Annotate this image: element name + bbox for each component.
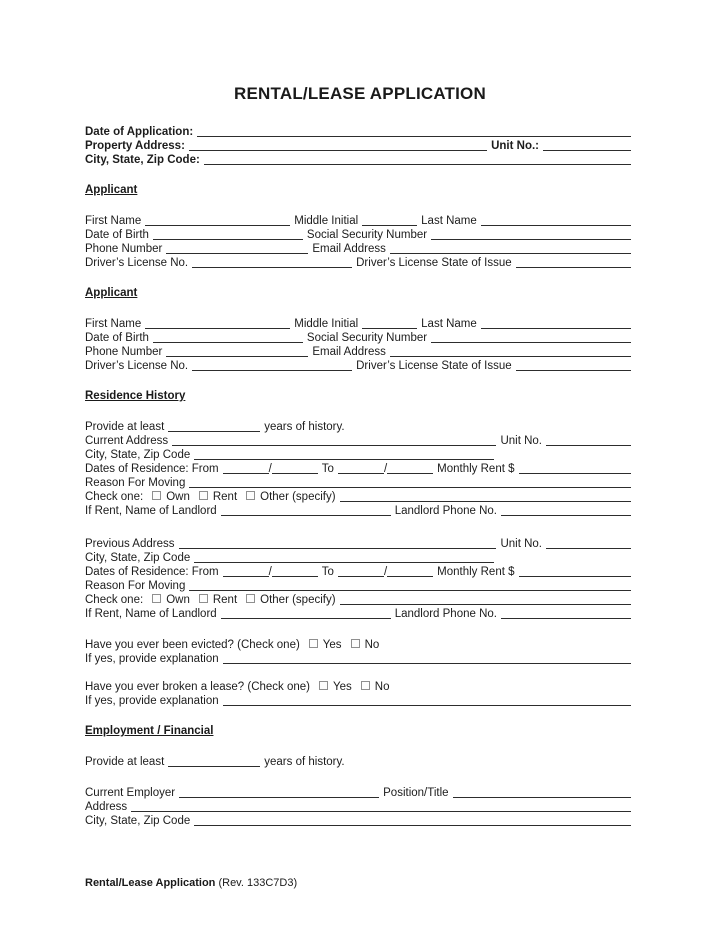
field-label: /	[383, 566, 388, 578]
field-group	[85, 214, 635, 270]
form-line	[85, 476, 635, 490]
blank-line	[362, 323, 417, 329]
footer-document-name: Rental/Lease Application	[85, 877, 216, 889]
field-label: Middle Initial	[294, 318, 359, 330]
field-label: To	[321, 566, 334, 578]
form-line	[85, 694, 635, 708]
field-label: Current Address	[85, 435, 169, 447]
field-group	[85, 317, 635, 373]
checkbox-icon	[199, 491, 208, 500]
field-label: Other (specify)	[260, 594, 336, 606]
blank-line	[194, 557, 494, 563]
form-line	[85, 638, 635, 652]
checkbox-icon	[152, 491, 161, 500]
section-heading: Applicant	[85, 184, 138, 196]
field-label: First Name	[85, 215, 142, 227]
blank-line	[223, 468, 269, 474]
blank-line	[543, 145, 631, 151]
field-label: First Name	[85, 318, 142, 330]
blank-line	[453, 792, 631, 798]
blank-line	[481, 220, 631, 226]
field-label: Monthly Rent $	[437, 566, 515, 578]
field-label: Reason For Moving	[85, 580, 186, 592]
form-line	[85, 345, 635, 359]
form-line	[85, 420, 635, 434]
field-label: Date of Birth	[85, 229, 149, 241]
field-group	[85, 638, 635, 666]
field-label: Yes	[333, 681, 352, 693]
form-line	[85, 331, 635, 345]
form-line	[85, 565, 635, 579]
field-label: Phone Number	[85, 346, 163, 358]
blank-line	[390, 248, 631, 254]
blank-line	[390, 351, 631, 357]
field-label: Current Employer	[85, 787, 176, 799]
field-group	[85, 125, 635, 167]
blank-line	[501, 510, 631, 516]
field-label: Dates of Residence: From	[85, 566, 219, 578]
blank-line	[546, 543, 631, 549]
blank-line	[519, 468, 631, 474]
blank-line	[145, 323, 290, 329]
field-label: Address	[85, 801, 128, 813]
checkbox-icon	[246, 491, 255, 500]
blank-line	[192, 262, 352, 268]
form-line	[85, 434, 635, 448]
blank-line	[431, 234, 631, 240]
field-label: /	[383, 463, 388, 475]
blank-line	[223, 571, 269, 577]
blank-line	[179, 543, 497, 549]
field-label: Provide at least	[85, 756, 165, 768]
field-label: Landlord Phone No.	[394, 505, 497, 517]
checkbox-icon	[361, 681, 370, 690]
field-label: Own	[166, 594, 190, 606]
form-body	[85, 125, 635, 828]
checkbox-icon	[319, 681, 328, 690]
field-label: To	[321, 463, 334, 475]
form-line	[85, 579, 635, 593]
field-label: Property Address:	[85, 140, 185, 152]
blank-line	[362, 220, 417, 226]
field-group	[85, 420, 635, 518]
field-label: Date of Birth	[85, 332, 149, 344]
section-heading: Employment / Financial	[85, 725, 214, 737]
blank-line	[192, 365, 352, 371]
field-label: Unit No.	[500, 435, 542, 447]
form-line	[85, 256, 635, 270]
form-line	[85, 359, 635, 373]
blank-line	[194, 820, 631, 826]
blank-line	[340, 599, 631, 605]
field-label: Rent	[212, 594, 238, 606]
field-label: Position/Title	[383, 787, 449, 799]
blank-line	[189, 145, 487, 151]
field-label: Other (specify)	[260, 491, 336, 503]
footer-revision-number: (Rev. 133C7D3)	[215, 877, 298, 889]
checkbox-icon	[199, 594, 208, 603]
field-label: Last Name	[421, 215, 477, 227]
form-line	[85, 814, 635, 828]
blank-line	[387, 468, 433, 474]
field-label: Social Security Number	[306, 229, 428, 241]
blank-line	[189, 585, 631, 591]
field-label: City, State, Zip Code	[85, 552, 191, 564]
field-label: Driver’s License State of Issue	[356, 257, 512, 269]
field-group	[85, 755, 635, 769]
blank-line	[338, 571, 384, 577]
field-label: Have you ever been evicted? (Check one)	[85, 639, 300, 651]
field-label: Driver’s License State of Issue	[356, 360, 512, 372]
blank-line	[338, 468, 384, 474]
field-label: Phone Number	[85, 243, 163, 255]
blank-line	[519, 571, 631, 577]
field-label: Provide at least	[85, 421, 165, 433]
checkbox-icon	[309, 639, 318, 648]
blank-line	[194, 454, 494, 460]
field-label: years of history.	[264, 421, 345, 433]
form-page-content	[85, 84, 635, 845]
field-group	[85, 786, 635, 828]
field-label: Rent	[212, 491, 238, 503]
field-label: If Rent, Name of Landlord	[85, 608, 217, 620]
field-label: Monthly Rent $	[437, 463, 515, 475]
form-line	[85, 462, 635, 476]
field-label: No	[364, 639, 380, 651]
blank-line	[546, 440, 631, 446]
form-line	[85, 652, 635, 666]
field-label: If Rent, Name of Landlord	[85, 505, 217, 517]
blank-line	[197, 131, 631, 137]
form-line	[85, 153, 635, 167]
field-label: Check one:	[85, 491, 144, 503]
field-label: Date of Application:	[85, 126, 194, 138]
field-label: years of history.	[264, 756, 345, 768]
form-line	[85, 786, 635, 800]
form-line	[85, 800, 635, 814]
blank-line	[272, 571, 318, 577]
field-label: Yes	[322, 639, 342, 651]
field-label: /	[268, 566, 272, 578]
blank-line	[516, 365, 631, 371]
blank-line	[153, 337, 303, 343]
blank-line	[168, 426, 260, 432]
blank-line	[223, 700, 631, 706]
checkbox-icon	[152, 594, 161, 603]
blank-line	[166, 351, 308, 357]
field-label: Reason For Moving	[85, 477, 186, 489]
blank-line	[172, 440, 496, 446]
blank-line	[221, 510, 391, 516]
blank-line	[272, 468, 318, 474]
blank-line	[168, 761, 260, 767]
form-line	[85, 139, 635, 153]
checkbox-icon	[246, 594, 255, 603]
blank-line	[131, 806, 631, 812]
blank-line	[340, 496, 631, 502]
page-footer	[85, 877, 297, 889]
section-heading: Applicant	[85, 287, 138, 299]
field-group	[85, 537, 635, 621]
field-label: Driver’s License No.	[85, 257, 189, 269]
form-line	[85, 755, 635, 769]
field-label: Last Name	[421, 318, 477, 330]
field-label: Social Security Number	[306, 332, 428, 344]
form-line	[85, 593, 635, 607]
form-line	[85, 490, 635, 504]
field-label: Have you ever broken a lease? (Check one)	[85, 681, 311, 693]
field-label: City, State, Zip Code:	[85, 154, 200, 166]
blank-line	[223, 658, 631, 664]
form-line	[85, 242, 635, 256]
form-line	[85, 551, 635, 565]
blank-line	[221, 613, 391, 619]
form-line	[85, 537, 635, 551]
field-label: /	[268, 463, 272, 475]
form-line	[85, 125, 635, 139]
field-label: City, State, Zip Code	[85, 449, 191, 461]
field-label: Driver’s License No.	[85, 360, 189, 372]
field-label: Email Address	[312, 243, 386, 255]
form-line	[85, 448, 635, 462]
field-label: No	[374, 681, 390, 693]
blank-line	[501, 613, 631, 619]
form-line	[85, 607, 635, 621]
form-line	[85, 680, 635, 694]
field-label: Unit No.	[500, 538, 542, 550]
form-line	[85, 504, 635, 518]
field-label: Email Address	[312, 346, 386, 358]
field-label: City, State, Zip Code	[85, 815, 191, 827]
blank-line	[431, 337, 631, 343]
blank-line	[387, 571, 433, 577]
blank-line	[145, 220, 290, 226]
form-line	[85, 228, 635, 242]
document-title: RENTAL/LEASE APPLICATION	[234, 84, 486, 103]
form-line	[85, 214, 635, 228]
blank-line	[166, 248, 308, 254]
blank-line	[204, 159, 631, 165]
blank-line	[153, 234, 303, 240]
field-group	[85, 680, 635, 708]
field-label: Check one:	[85, 594, 144, 606]
field-label: Own	[166, 491, 190, 503]
field-label: If yes, provide explanation	[85, 695, 219, 707]
field-label: Middle Initial	[294, 215, 359, 227]
form-line	[85, 317, 635, 331]
blank-line	[189, 482, 631, 488]
blank-line	[481, 323, 631, 329]
blank-line	[516, 262, 631, 268]
blank-line	[179, 792, 379, 798]
field-label: Unit No.:	[491, 140, 539, 152]
field-label: Dates of Residence: From	[85, 463, 219, 475]
checkbox-icon	[351, 639, 360, 648]
field-label: Previous Address	[85, 538, 175, 550]
field-label: If yes, provide explanation	[85, 653, 219, 665]
section-heading: Residence History	[85, 390, 186, 402]
field-label: Landlord Phone No.	[394, 608, 497, 620]
